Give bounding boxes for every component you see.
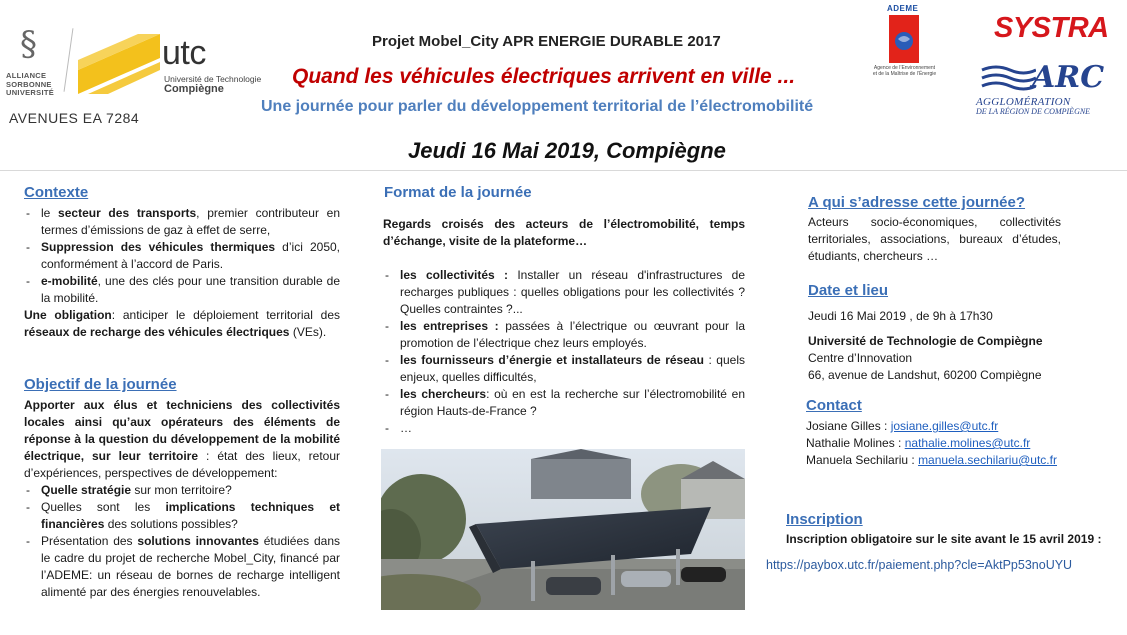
format-intro: Regards croisés des acteurs de l’électromobilité, temps d’échange, visite de la plateforme…: [383, 217, 745, 248]
utc-wordmark: utc: [162, 34, 206, 72]
list-item: - e-mobilité, une des clés pour une transition durable de la mobilité.: [24, 273, 340, 307]
format-heading-wrap: [384, 184, 532, 201]
contexte-heading-wrap: [24, 184, 88, 201]
avenues-label: AVENUES EA 7284: [9, 110, 140, 126]
sorbonne-logo: [6, 20, 66, 100]
event-when: Jeudi 16 Mai 2019 , de 9h à 17h30: [808, 309, 993, 323]
format-list: [383, 267, 745, 437]
carport-photo: [381, 449, 745, 610]
arc-line-1: AGGLOMÉRATION: [976, 96, 1071, 108]
format-section: [383, 216, 745, 437]
ademe-globe-icon: [889, 15, 919, 63]
objectif-heading: Objectif de la journée: [24, 376, 177, 393]
sorbonne-line-2: SORBONNE: [6, 79, 52, 89]
contact-row: Manuela Sechilariu : manuela.sechilariu@utc.fr: [806, 453, 1057, 467]
email-link[interactable]: nathalie.molines@utc.fr: [904, 436, 1031, 450]
venue-building: Centre d’Innovation: [808, 351, 913, 365]
list-item: - Quelle stratégie sur mon territoire?: [24, 482, 340, 499]
contexte-section: [24, 205, 340, 341]
event-date: Jeudi 16 Mai 2019, Compiègne: [408, 138, 726, 163]
arc-waves-icon: [980, 64, 1036, 94]
sorbonne-line-3: UNIVERSITÉ: [6, 88, 55, 97]
list-item: - le secteur des transports, premier contributeur en termes d’émissions de gaz à effet de serre,: [24, 205, 340, 239]
contact-heading-wrap: [806, 397, 862, 414]
contact-row: Nathalie Molines : nathalie.molines@utc.fr: [806, 436, 1031, 450]
email-link[interactable]: josiane.gilles@utc.fr: [890, 419, 999, 433]
list-item: - les fournisseurs d’énergie et installateurs de réseau : quels enjeux, quelles difficultés,: [383, 352, 745, 386]
list-item: - …: [383, 420, 745, 437]
arc-line-2: DE LA RÉGION DE COMPIÈGNE: [976, 107, 1091, 116]
contact-section: [806, 418, 1106, 469]
sorbonne-wordmark: [6, 72, 54, 98]
email-link[interactable]: manuela.sechilariu@utc.fr: [918, 453, 1057, 467]
list-item: - Quelles sont les implications techniques et financières des solutions possibles?: [24, 499, 340, 533]
list-item: - les collectivités : Installer un réseau d'infrastructures de recharges publiques : quelles obligations pour les collectivités ? Quelles contraintes ?...: [383, 267, 745, 318]
inscription-heading: Inscription: [786, 511, 863, 528]
solar-carport-image: [381, 449, 745, 610]
utc-subline: Université de Technologie: [164, 74, 262, 84]
sorbonne-s-icon: §: [20, 24, 37, 64]
utc-city: Compiègne: [164, 83, 224, 95]
objectif-intro: Apporter aux élus et techniciens des collectivités locales ainsi qu’aux opérateurs des éléments de réponse à la question du développement de la mobilité électrique, sur leur territoire : état des lieux, retour d’expériences, perspectives de développement:: [24, 398, 340, 480]
audience-heading-wrap: [808, 194, 1025, 211]
ademe-caption: Agence de l’Environnement et de la Maîtrise de l’Énergie: [872, 65, 937, 77]
ademe-wordmark: ADEME: [887, 4, 919, 13]
objectif-list: [24, 482, 340, 601]
headline: Quand les véhicules électriques arrivent en ville ...: [292, 65, 796, 88]
venue-name: Université de Technologie de Compiègne: [808, 334, 1043, 348]
list-item: - les chercheurs: où en est la recherche sur l’électromobilité en région Hauts-de-France ?: [383, 386, 745, 420]
header-divider: [0, 170, 1127, 171]
inscription-note: Inscription obligatoire sur le site avant le 15 avril 2019 :: [786, 532, 1102, 546]
date-lieu-heading-wrap: [808, 282, 888, 299]
audience-text: Acteurs socio-économiques, collectivités territoriales, associations, bureaux d’études, étudiants, chercheurs …: [808, 215, 1061, 263]
arc-wordmark: ARC: [1032, 60, 1105, 95]
contact-heading: Contact: [806, 397, 862, 414]
utc-logo: [74, 26, 274, 98]
list-item: - Suppression des véhicules thermiques d’ici 2050, conformément à l’accord de Paris.: [24, 239, 340, 273]
contact-row: Josiane Gilles : josiane.gilles@utc.fr: [806, 419, 999, 433]
sorbonne-line-1: ALLIANCE: [6, 71, 47, 80]
list-item: - Présentation des solutions innovantes étudiées dans le cadre du projet de recherche Mobel_City, financé par l’ADEME: un réseau de bornes de recharge intelligent alimenté par des énergies renouvelables.: [24, 533, 340, 601]
inscription-url[interactable]: https://paybox.utc.fr/paiement.php?cle=AktPp53noUYU: [766, 558, 1073, 572]
date-lieu-heading: Date et lieu: [808, 282, 889, 299]
objectif-heading-wrap: [24, 376, 177, 393]
list-item: - les entreprises : passées à l’électrique ou œuvrant pour la promotion de l’électrique chez leurs employés.: [383, 318, 745, 352]
obligation-paragraph: Une obligation: anticiper le déploiement territorial des réseaux de recharge des véhicules électriques (VEs).: [24, 308, 341, 339]
utc-emblem-icon: [78, 30, 160, 94]
inscription-heading-wrap: [786, 511, 863, 528]
audience-heading: A qui s’adresse cette journée?: [808, 194, 1026, 211]
format-heading: Format de la journée: [384, 184, 532, 201]
subtitle: Une journée pour parler du développement territorial de l’électromobilité: [261, 98, 814, 115]
ademe-logo: [889, 15, 919, 63]
project-title: Projet Mobel_City APR ENERGIE DURABLE 2017: [372, 33, 721, 50]
venue-address: 66, avenue de Landshut, 60200 Compiègne: [808, 368, 1042, 382]
date-lieu-section: [808, 308, 1108, 384]
contexte-list: [24, 205, 340, 307]
contexte-heading: Contexte: [24, 184, 89, 201]
systra-logo: SYSTRA: [994, 12, 1109, 44]
objectif-section: [24, 397, 340, 601]
